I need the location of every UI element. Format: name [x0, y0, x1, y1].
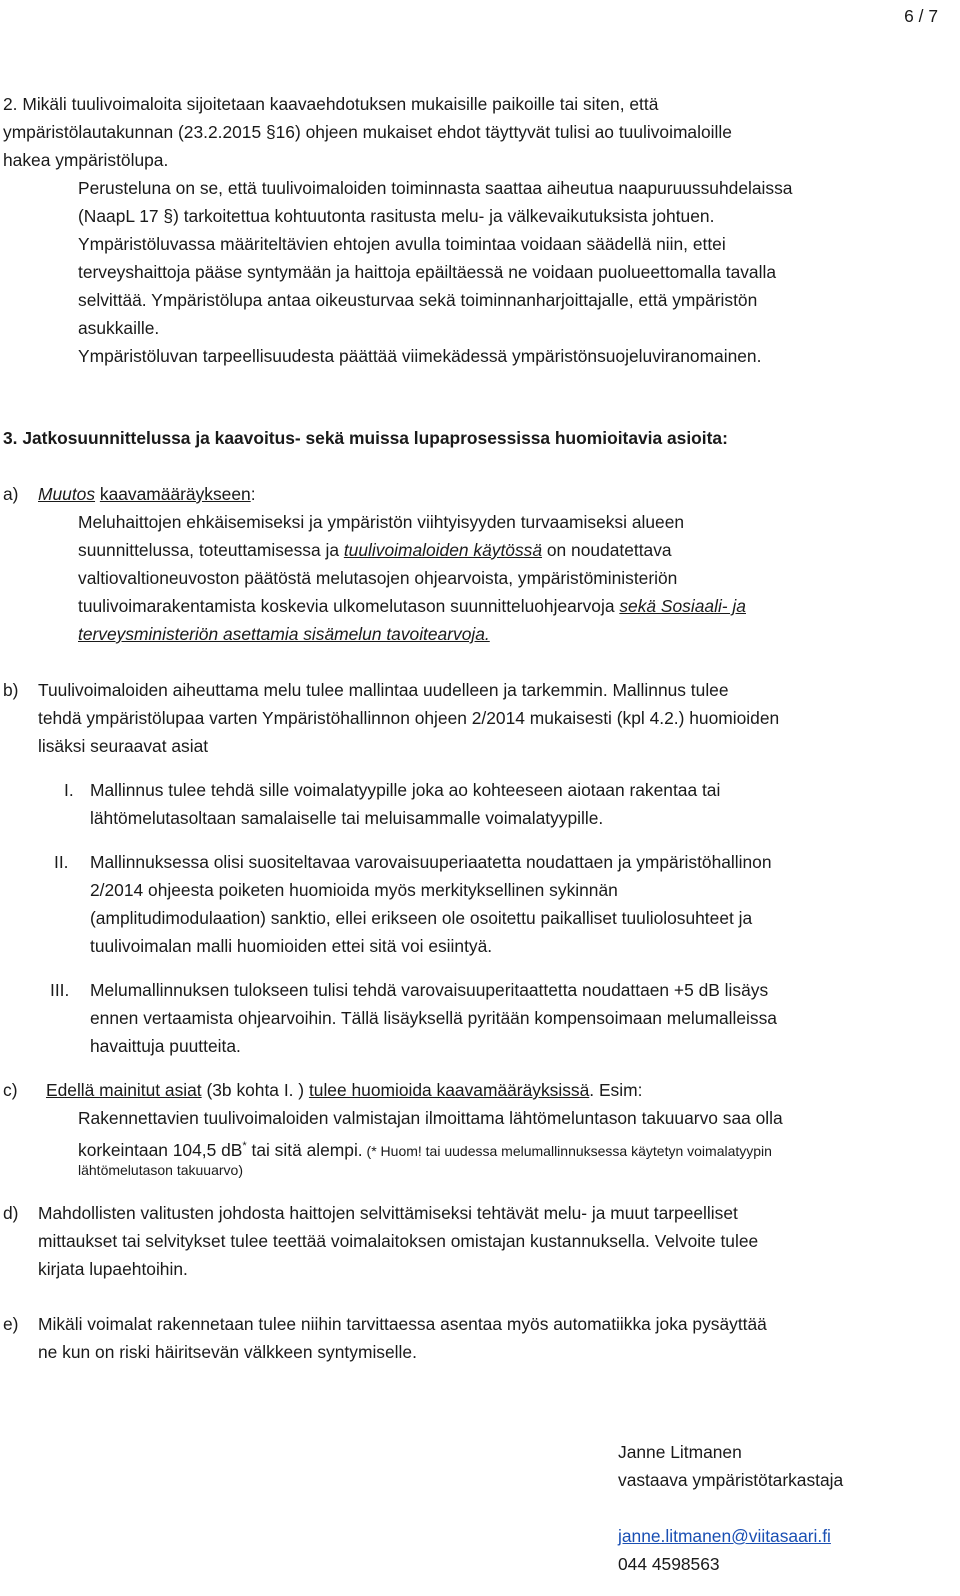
signature-email-link[interactable]: janne.litmanen@viitasaari.fi: [618, 1526, 831, 1546]
subitem-marker: III.: [50, 980, 70, 1000]
item-d-marker: d): [3, 1203, 19, 1223]
item-a-line4-pre: tuulivoimarakentamista koskevia ulkomelutason suunnitteluohjearvoja: [78, 596, 620, 616]
item-a-line: Meluhaittojen ehkäisemiseksi ja ympäristön viihtyisyyden turvaamiseksi alueen: [78, 512, 685, 532]
subitem-line: Melumallinnuksen tulokseen tulisi tehdä varovaisuuperitaattetta noudattaen +5 dB lisäys: [90, 980, 769, 1000]
item-a-line4-underlined: sekä Sosiaali- ja: [619, 596, 746, 616]
item-c-line: Rakennettavien tuulivoimaloiden valmistajan ilmoittama lähtömeluntason takuuarvo saa olla: [78, 1108, 783, 1128]
section-2-line: selvittää. Ympäristölupa antaa oikeusturvaa sekä toiminnanharjoittajalle, että ympäristön: [78, 290, 758, 310]
section-2-line: Ympäristöluvan tarpeellisuudesta päättää viimekädessä ympäristönsuojeluviranomainen.: [78, 346, 762, 366]
section-2-line: Perusteluna on se, että tuulivoimaloiden toiminnasta saattaa aiheutua naapuruussuhdelaissa: [78, 178, 793, 198]
item-d-line: mittaukset tai selvitykset tulee teettää voimalaitoksen omistajan kustannuksella. Velvoite tulee: [38, 1231, 759, 1251]
item-c-note-line2: lähtömelutason takuuarvo): [78, 1162, 243, 1178]
section-2-line: ympäristölautakunnan (23.2.2015 §16) ohjeen mukaiset ehdot täyttyvät tulisi ao tuulivoimaloille: [3, 122, 732, 142]
item-b-marker: b): [3, 680, 19, 700]
subitem-line: havaittuja puutteita.: [90, 1036, 241, 1056]
item-a-line5-underlined: terveysministeriön asettamia sisämelun tavoitearvoja.: [78, 624, 490, 644]
subitem-marker: II.: [54, 852, 69, 872]
subitem-line: 2/2014 ohjeesta poiketen huomioida myös merkityksellinen sykinnän: [90, 880, 618, 900]
item-c-marker: c): [3, 1080, 18, 1100]
item-c-line3-main: korkeintaan 104,5 dB: [78, 1139, 243, 1160]
item-a-heading: [38, 480, 256, 508]
item-c-note: (* Huom! tai uudessa melumallinnuksessa käytetyn voimalatyypin: [362, 1142, 772, 1159]
section-2-line: hakea ympäristölupa.: [3, 150, 169, 170]
item-e-line: ne kun on riski häiritsevän välkkeen syntymiselle.: [38, 1342, 417, 1362]
item-a-heading-word1: Muutos: [38, 484, 96, 504]
subitem-marker: I.: [64, 780, 74, 800]
item-a-line: [78, 536, 672, 564]
item-a-line: valtiovaltioneuvoston päätöstä melutasojen ohjearvoista, ympäristöministeriön: [78, 568, 678, 588]
subitem-line: (amplitudimodulaation) sanktio, ellei erikseen ole osoitettu paikalliset tuuliolosuhteet ja: [90, 908, 753, 928]
item-c-footnote-marker: *: [242, 1140, 247, 1152]
item-c-mid: (3b kohta I. ): [201, 1080, 309, 1100]
item-b-line: lisäksi seuraavat asiat: [38, 736, 209, 756]
subitem-line: ennen vertaamista ohjearvoihin. Tällä lisäyksellä pyritään kompensoimaan melumalleissa: [90, 1008, 777, 1028]
signature-title: vastaava ympäristötarkastaja: [618, 1470, 844, 1490]
section-2-line: 2. Mikäli tuulivoimaloita sijoitetaan kaavaehdotuksen mukaisille paikoille tai siten, että: [3, 94, 659, 114]
subitem-line: lähtömelutasoltaan samalaiselle tai meluisammalle voimalatyypille.: [90, 808, 604, 828]
section-2-line: terveyshaittoja pääse syntymään ja haittoja epäiltäessä ne voidaan puolueettomalla tavalla: [78, 262, 777, 282]
subitem-line: tuulivoimalan malli huomioiden ettei sitä voi esiintyä.: [90, 936, 493, 956]
item-c-line3-rest: tai sitä alempi.: [246, 1139, 363, 1160]
section-2-line: (NaapL 17 §) tarkoitettua kohtuutonta rasitusta melu- ja välkevaikutuksista johtuen.: [78, 206, 715, 226]
item-b-line: Tuulivoimaloiden aiheuttama melu tulee mallintaa uudelleen ja tarkemmin. Mallinnus tulee: [38, 680, 729, 700]
item-c-underlined-1: Edellä mainitut asiat: [46, 1080, 202, 1100]
item-c-underlined-2: tulee huomioida kaavamääräyksissä: [308, 1080, 590, 1100]
item-e-marker: e): [3, 1314, 19, 1334]
subitem-line: Mallinnuksessa olisi suositeltavaa varovaisuuperiaatetta noudattaen ja ympäristöhallinon: [90, 852, 772, 872]
subitem-line: Mallinnus tulee tehdä sille voimalatyypille joka ao kohteeseen aiotaan rakentaa tai: [90, 780, 721, 800]
item-d-line: Mahdollisten valitusten johdosta haittojen selvittämiseksi tehtävät melu- ja muut tarpeelliset: [38, 1203, 738, 1223]
signature-name: Janne Litmanen: [618, 1442, 742, 1462]
item-a-line2-post: on noudatettava: [542, 540, 672, 560]
item-a-line: [78, 592, 746, 620]
item-e-line: Mikäli voimalat rakennetaan tulee niihin tarvittaessa asentaa myös automatiikka joka pysäyttää: [38, 1314, 767, 1334]
item-c-tail: . Esim:: [589, 1080, 643, 1100]
item-d-line: kirjata lupaehtoihin.: [38, 1259, 188, 1279]
item-a-line2-underlined: tuulivoimaloiden käytössä: [343, 540, 543, 560]
section-3-heading: 3. Jatkosuunnittelussa ja kaavoitus- sekä muissa lupaprosessissa huomioitavia asioita:: [3, 428, 728, 448]
item-a-line2-pre: suunnittelussa, toteuttamisessa ja: [78, 540, 344, 560]
item-a-heading-colon: :: [250, 484, 256, 504]
section-2-line: Ympäristöluvassa määriteltävien ehtojen avulla toimintaa voidaan säädellä niin, ettei: [78, 234, 726, 254]
item-b-line: tehdä ympäristölupaa varten Ympäristöhallinnon ohjeen 2/2014 mukaisesti (kpl 4.2.) huomioiden: [38, 708, 780, 728]
signature-phone: 044 4598563: [618, 1554, 720, 1574]
item-a-marker: a): [3, 484, 19, 504]
item-a-heading-word2: kaavamääräykseen: [99, 484, 251, 504]
section-2-line: asukkaille.: [78, 318, 160, 338]
item-c-line1: [46, 1076, 642, 1104]
page-number: 6 / 7: [904, 6, 938, 26]
